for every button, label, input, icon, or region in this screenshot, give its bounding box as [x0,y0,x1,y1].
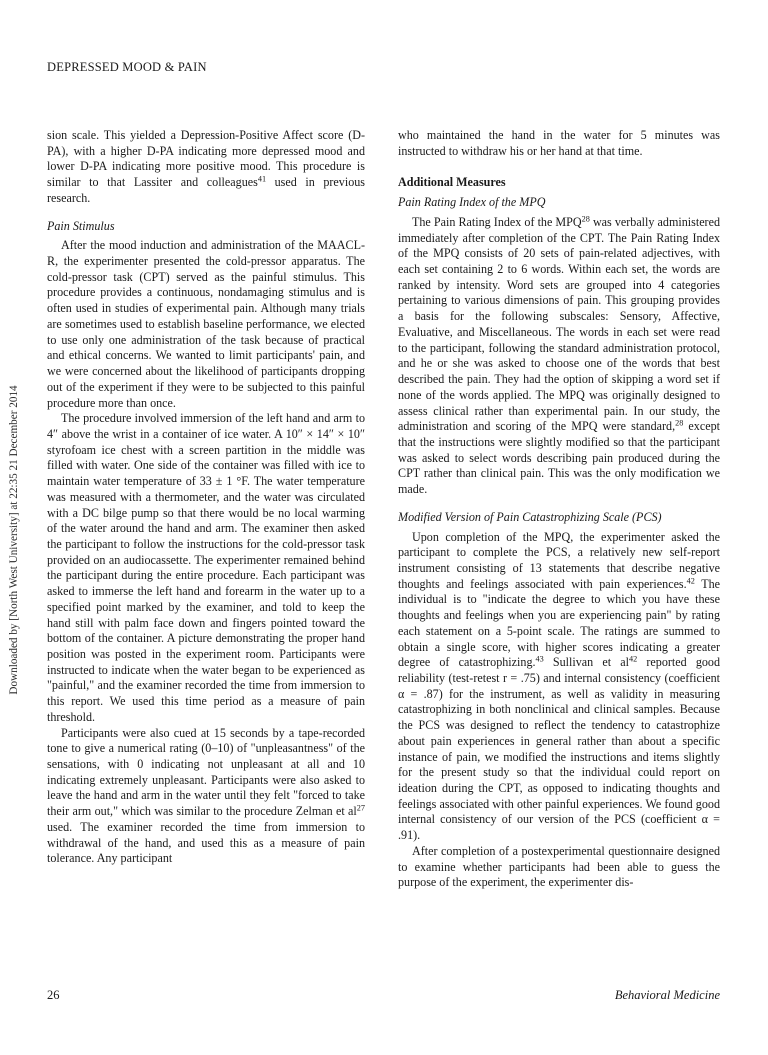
citation: 41 [257,174,267,184]
paragraph: The procedure involved immersion of the left hand and arm to 4″ above the wrist in a container of ice water. A 10″ × 14″ × 10″ styrofoam ice chest with a screen partition in the middle was filled with water. One side of the container was filled with ice to maintain water temperature of 33 ± 1 °F. The water temperature was measured with a thermometer, and the water was circulated with a DC bilge pump so that there would be no local warming of the water around the hand and arm. The examiner then asked the participant to follow the instructions for the cold-pressor task provided on an audiocassette. The experimenter remained behind the participant during the entire procedure. Each participant was asked to immerse the left hand and forearm in the water up to a specified point marked by the examiner, and told to keep the hand still with palm face down and fingers pointed toward the bottom of the container. A picture demonstrating the proper hand position was posted in the experiment room. Participants were instructed to indicate when the water began to be experienced as "painful," and the examiner recorded the time from immersion to this report. We used this time period as a measure of pain threshold. [47,411,365,724]
left-column [47,128,365,867]
paragraph: After the mood induction and administration of the MAACL-R, the experimenter presented the cold-pressor apparatus. The cold-pressor task (CPT) served as the painful stimulus. This procedure provides a continuous, nondamaging stimulus and is often used in studies of experimental pain. Although many trials are sometimes used to establish baseline performance, we elected to use only one administration of the task because of practical and ethical concerns. We wanted to limit participants' pain, and we were concerned about the likelihood of participants dropping out of the experiment if they were to be subjected to this painful procedure more than once. [47,238,365,410]
text: except that the instructions were slightly modified so that the participant was asked to select words describing pain produced during the CPT rather than clinical pain. This was the only modification we made. [398,419,720,497]
subheading-pain-rating-index: Pain Rating Index of the MPQ [398,195,546,210]
text: reported good reliability (test-retest r = .75) and internal consistency (coefficient α = .87) for the instrument, as well as validity in measuring catastrophizing in both nonclinical and clinical samples. Because the PCS was designed to reflect the tendency to catastrophize about pain experiences in general rather than about a specific instance of pain, we modified the instructions and items slightly for the present study so that the individual could report on ideation during the CPT, as opposed to indicating thoughts and feelings associated with other painful experiences. We found good internal consistency of our version of the PCS (coefficient α = .91). [398,655,721,843]
citation: 42 [629,654,638,664]
text: used in previous research. [47,175,366,205]
subheading-pain-stimulus: Pain Stimulus [47,218,115,233]
text: Participants were also cued at 15 seconds by a tape-recorded tone to give a numerical rating (0–10) of "unpleasantness" of the sensations, with 0 indicating not unpleasant at all and 10 indicating extremely unpleasant. Participants were also asked to leave the hand and arm in the water until they felt "forced to take their arm out," which was similar to the procedure Zelman et al [47,725,365,819]
page-number: 26 [47,988,60,1002]
heading-additional-measures: Additional Measures [398,175,506,190]
citation: 43 [535,654,544,664]
citation: 42 [686,576,695,586]
text: Upon completion of the MPQ, the experimenter asked the participant to complete the PCS, a relatively new self-report instrument consisting of 13 statements that describe negative thoughts and feelings associated with pain experiences. [398,529,720,591]
paragraph: who maintained the hand in the water for 5 minutes was instructed to withdraw his or her hand at that time. [398,128,720,158]
text: Sullivan et al [543,655,629,670]
citation: 28 [675,418,684,428]
text: The Pain Rating Index of the MPQ [412,214,582,229]
right-column [398,128,720,891]
text: sion scale. This yielded a Depression-Positive Affect score (D-PA), with a higher D-PA indicating more depressed mood and lower D-PA indicating more positive mood. This procedure is similar to that Lassiter and colleagues [47,128,365,190]
running-head: DEPRESSED MOOD & PAIN [47,60,207,74]
text: The individual is to "indicate the degree to which you have these thoughts and feelings when you are experiencing pain" by rating each statement on a 5-point scale. The ratings are summed to obtain a single score, with higher scores indicating a greater degree of catastrophizing. [398,576,720,670]
citation: 27 [356,803,365,813]
paragraph: After completion of a postexperimental questionnaire designed to examine whether participants had been able to guess the purpose of the experiment, the experimenter dis- [398,843,720,890]
text: used. The examiner recorded the time from immersion to withdrawal of the hand, and used this as a measure of pain tolerance. Any participant [47,819,365,866]
journal-name: Behavioral Medicine [614,988,720,1002]
download-watermark: Downloaded by [North West University] at 22:35 21 December 2014 [8,385,20,695]
paragraph [398,215,720,498]
text: was verbally administered immediately after completion of the CPT. The Pain Rating Index of the MPQ consists of 20 sets of pain-related adjectives, with each set containing 2 to 6 words. Within each set, the words are ranked by intensity. Word sets are grouped into 4 categories pertaining to various dimensions of pain. This grouping provides a basis for the following subscales: Sensory, Affective, Evaluative, and Miscellaneous. The words in each set were read to the participant, following the standard administration protocol, and he or she was asked to choose one of the words that best described the pain. They had the option of skipping a word set if none of the words applied. The MPQ was originally designed to assess clinical rather than experimental pain. In our study, the administration and scoring of the MPQ were standard, [398,214,720,434]
paragraph [398,530,720,844]
subheading-pcs: Modified Version of Pain Catastrophizing Scale (PCS) [398,509,662,524]
paragraph [47,726,365,867]
paragraph [47,128,365,207]
citation: 28 [581,214,590,224]
